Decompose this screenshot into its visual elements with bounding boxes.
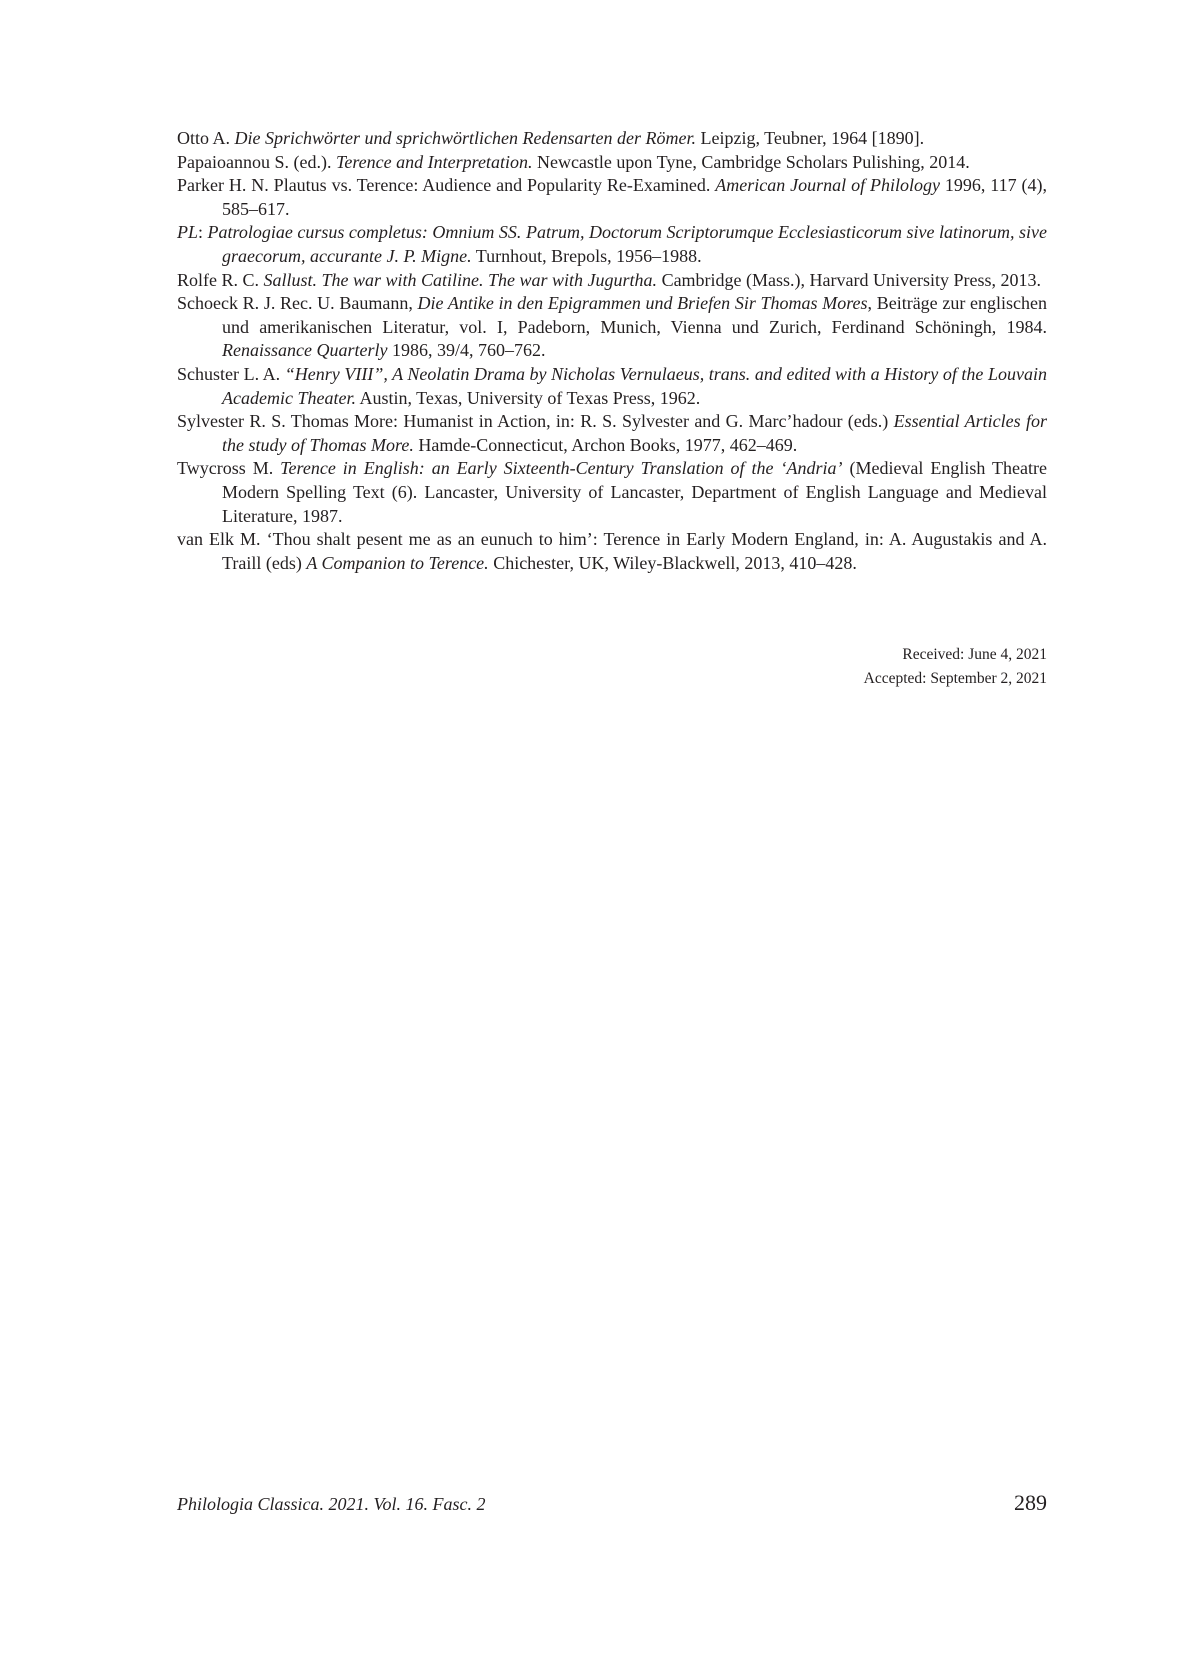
reference-text: Otto A. [177, 128, 235, 148]
reference-entry [177, 221, 1047, 268]
reference-text: Twycross M. [177, 458, 281, 479]
article-dates [864, 643, 1047, 690]
reference-title: Renaissance Quarterly [222, 340, 388, 361]
reference-text: Rolfe R. C. [177, 269, 264, 290]
reference-text: Parker H. N. Plautus vs. Terence: Audience and Popularity Re-Examined. [177, 175, 716, 196]
reference-entry [177, 127, 1047, 151]
reference-entry [177, 269, 1047, 293]
reference-text: Newcastle upon Tyne, Cambridge Scholars Pulishing, 2014. [532, 151, 970, 172]
reference-list [177, 127, 1047, 575]
reference-text: Hamde-Connecticut, Archon Books, 1977, 462–469. [413, 434, 798, 455]
reference-text: Austin, Texas, University of Texas Press, 1962. [355, 387, 701, 408]
reference-title: Essential Articles for the study of Thomas More. [222, 411, 1047, 455]
reference-title: Terence and Interpretation. [335, 151, 533, 172]
reference-text: van Elk M. ‘Thou shalt pesent me as an eunuch to him’: Terence in Early Modern England, in: A. Augustakis and A. Traill (eds) [177, 529, 1047, 573]
reference-text: 1986, 39/4, 760–762. [387, 340, 546, 361]
reference-text: Turnhout, Brepols, 1956–1988. [471, 245, 702, 266]
reference-title: Die Sprichwörter und sprichwörtlichen Redensarten der Römer. [234, 128, 696, 148]
reference-entry [177, 363, 1047, 410]
page-number: 289 [1014, 1490, 1047, 1515]
reference-title: American Journal of Philology [715, 175, 940, 196]
reference-text: Cambridge (Mass.), Harvard University Press, 2013. [657, 269, 1041, 290]
accepted-date: Accepted: September 2, 2021 [863, 669, 1047, 687]
reference-text: 1996, 117 (4), 585–617. [222, 175, 1047, 219]
reference-entry [177, 292, 1047, 363]
reference-text: Leipzig, Teubner, 1964 [1890]. [695, 128, 925, 148]
reference-title: A Companion to Terence. [306, 552, 489, 573]
reference-text: Papaioannou S. (ed.). [177, 151, 336, 172]
received-date: Received: June 4, 2021 [902, 646, 1047, 663]
reference-text: Schuster L. A. [177, 363, 285, 384]
reference-text: Schoeck R. J. Rec. U. Baumann, [177, 293, 418, 314]
reference-entry [177, 174, 1047, 221]
reference-entry [177, 410, 1047, 457]
reference-title: Terence in English: an Early Sixteenth-Century Translation of the ‘Andria’ [280, 458, 843, 479]
reference-title: Sallust. The war with Catiline. The war with Jugurtha. [263, 269, 658, 290]
reference-text: Sylvester R. S. Thomas More: Humanist in Action, in: R. S. Sylvester and G. Marc’hadour (eds.) [177, 411, 894, 432]
reference-title: “Henry VIII”, A Neolatin Drama by Nicholas Vernulaeus, trans. and edited with a History of the Louvain Academic Theater. [222, 363, 1047, 408]
reference-entry [177, 151, 1047, 175]
reference-text: , Beiträge zur englischen und amerikanischen Literatur, vol. I, Padeborn, Munich, Vienna und Zurich, Ferdinand Schöningh, 1984. [222, 293, 1047, 337]
reference-text: Chichester, UK, Wiley-Blackwell, 2013, 410–428. [488, 552, 857, 573]
reference-title: Patrologiae cursus completus: Omnium SS. Patrum, Doctorum Scriptorumque Ecclesiasticorum sive latinorum, sive graecorum, accurante J. P. Migne. [207, 222, 1047, 266]
reference-text: : [198, 222, 208, 243]
footer-journal-title: Philologia Classica. 2021. Vol. 16. Fasc. 2 [177, 1494, 486, 1514]
reference-title: Die Antike in den Epigrammen und Briefen Sir Thomas Mores [417, 293, 868, 314]
reference-entry [177, 528, 1047, 575]
reference-text: (Medieval English Theatre Modern Spelling Text (6). Lancaster, University of Lancaster, Department of English Language and Medieval Literature, 1987. [222, 458, 1047, 526]
reference-entry [177, 457, 1047, 528]
reference-title: PL [177, 222, 199, 243]
